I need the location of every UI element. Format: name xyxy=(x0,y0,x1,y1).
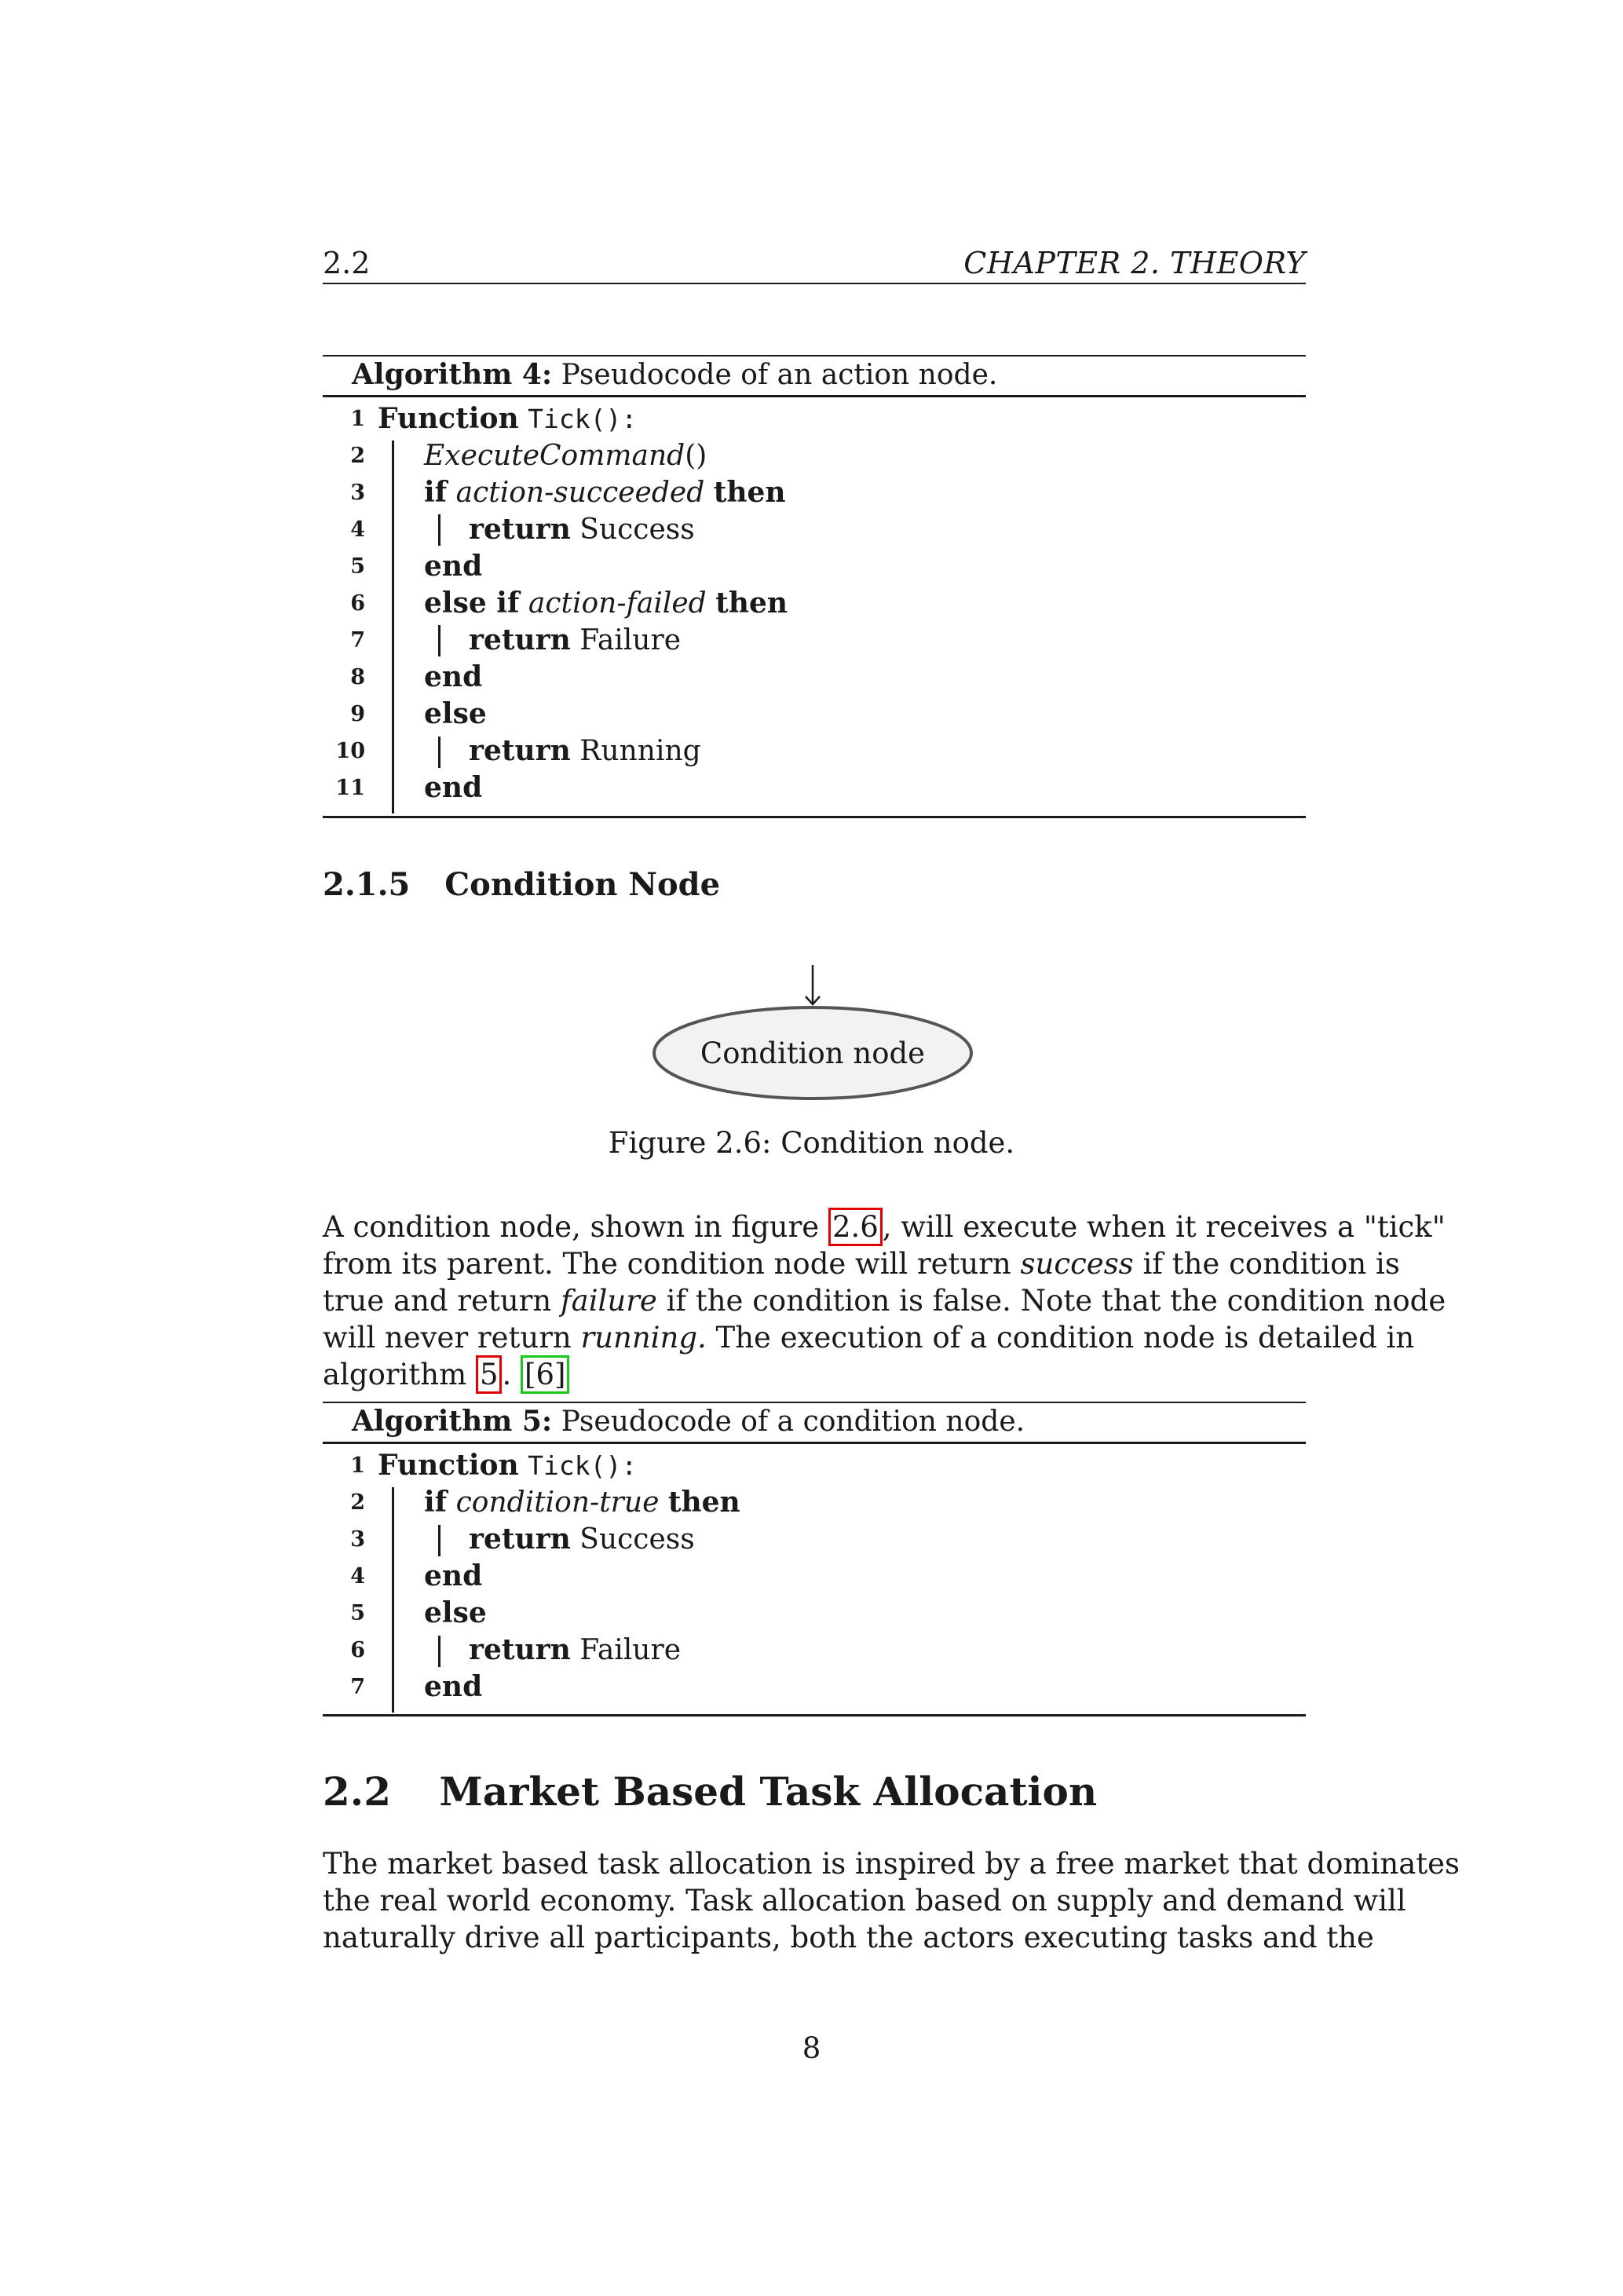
algo4-caption: Pseudocode of an action node. xyxy=(561,359,998,391)
keyword-end: end xyxy=(424,1670,483,1703)
algo5-label: Algorithm 5: xyxy=(352,1405,553,1438)
keyword-then: then xyxy=(667,1486,740,1519)
figure-2-6-diagram xyxy=(644,962,981,1103)
keyword-then: then xyxy=(715,587,788,620)
text-run: if the condition is false. Note that the condition node xyxy=(666,1284,1446,1318)
line-number: 2 xyxy=(350,1490,365,1515)
command-call: ExecuteCommand xyxy=(424,440,685,472)
line-number: 2 xyxy=(350,444,365,468)
text-run: will never return xyxy=(323,1321,572,1355)
algorithm-ref-link[interactable]: 5 xyxy=(476,1355,503,1394)
paragraph-line xyxy=(323,1208,1446,1245)
algo5-top-rule xyxy=(323,1402,1306,1403)
line-number: 1 xyxy=(350,407,365,431)
text-run: The execution of a condition node is detailed in xyxy=(715,1321,1415,1355)
algo5-bottom-rule xyxy=(323,1714,1306,1717)
return-value: Success xyxy=(579,1523,695,1556)
running-header-chapter: CHAPTER 2. THEORY xyxy=(963,246,1306,280)
line-number: 7 xyxy=(350,628,365,653)
line-number: 8 xyxy=(350,665,365,689)
keyword-end: end xyxy=(424,550,483,583)
section-heading-2-2 xyxy=(323,1768,1097,1815)
condition-text: action-failed xyxy=(528,587,707,620)
condition-text: action-succeeded xyxy=(455,477,705,509)
line-number: 11 xyxy=(335,776,365,800)
figure-2-6-caption: Figure 2.6: Condition node. xyxy=(608,1126,1015,1160)
algo5-title xyxy=(352,1404,1025,1439)
section-number: 2.1.5 xyxy=(323,866,411,903)
keyword-end: end xyxy=(424,771,483,804)
algo4-label: Algorithm 4: xyxy=(352,358,553,391)
algo4-elseif-block-bar xyxy=(438,625,440,656)
keyword-end: end xyxy=(424,660,483,693)
paragraph-market-allocation xyxy=(323,1845,1460,1956)
return-value: Success xyxy=(579,514,695,546)
return-value: Failure xyxy=(579,624,682,656)
algo4-mid-rule xyxy=(323,395,1306,397)
algo4-bottom-rule xyxy=(323,816,1306,818)
return-value: Failure xyxy=(579,1634,682,1666)
paragraph-line: The market based task allocation is inspired by a free market that dominates xyxy=(323,1847,1460,1881)
algo4-if-block-bar xyxy=(438,514,440,546)
keyword-else: else xyxy=(424,697,487,730)
line-number: 9 xyxy=(350,702,365,726)
line-number: 3 xyxy=(350,1527,365,1552)
paragraph-line xyxy=(323,1319,1415,1356)
citation-link[interactable]: [6] xyxy=(521,1355,569,1394)
text-run: A condition node, shown in figure xyxy=(323,1210,820,1244)
line-number: 3 xyxy=(350,481,365,505)
line-number: 1 xyxy=(350,1453,365,1478)
paragraph-line xyxy=(323,1282,1446,1319)
keyword-function: Function xyxy=(378,1449,519,1482)
line-number: 4 xyxy=(350,517,365,542)
line-number: 10 xyxy=(335,739,365,763)
keyword-return: return xyxy=(469,1523,571,1556)
line-number: 5 xyxy=(350,554,365,579)
emphasis: success xyxy=(1020,1247,1134,1281)
emphasis: failure xyxy=(560,1284,657,1318)
keyword-return: return xyxy=(469,1633,571,1666)
paragraph-condition-node xyxy=(323,1208,1446,1393)
text-run: algorithm xyxy=(323,1358,467,1391)
section-title: Condition Node xyxy=(444,866,721,903)
function-name: Tick(): xyxy=(528,404,638,434)
keyword-then: then xyxy=(713,476,786,509)
algo5-if-block-bar xyxy=(438,1525,440,1556)
keyword-return: return xyxy=(469,623,571,656)
algo5-function-block-bar xyxy=(392,1487,394,1713)
line-number: 6 xyxy=(350,591,365,616)
return-value: Running xyxy=(579,735,701,767)
text-run: . xyxy=(502,1358,512,1391)
keyword-return: return xyxy=(469,734,571,767)
algo4-else-block-bar xyxy=(438,737,440,768)
keyword-else-if: else if xyxy=(424,587,520,620)
section-heading-2-1-5 xyxy=(323,866,720,904)
algo4-title xyxy=(352,357,997,393)
algo5-else-block-bar xyxy=(438,1636,440,1667)
paragraph-line xyxy=(323,1356,1306,1393)
algo5-mid-rule xyxy=(323,1442,1306,1444)
line-number: 7 xyxy=(350,1675,365,1699)
page-number: 8 xyxy=(802,2031,821,2065)
keyword-if: if xyxy=(424,476,448,509)
keyword-end: end xyxy=(424,1559,483,1592)
keyword-if: if xyxy=(424,1486,448,1519)
text-run: true and return xyxy=(323,1284,552,1318)
keyword-else: else xyxy=(424,1596,487,1629)
text-run: from its parent. The condition node will return xyxy=(323,1247,1011,1281)
header-rule xyxy=(323,283,1306,284)
paragraph-line: naturally drive all participants, both the actors executing tasks and the xyxy=(323,1921,1374,1954)
algo5-caption: Pseudocode of a condition node. xyxy=(561,1406,1025,1438)
text-run: if the condition is xyxy=(1142,1247,1400,1281)
running-header-section: 2.2 xyxy=(323,246,371,280)
figure-ref-link[interactable]: 2.6 xyxy=(828,1208,883,1246)
function-name: Tick(): xyxy=(528,1450,638,1481)
call-parens: () xyxy=(685,440,707,472)
algo4-function-block-bar xyxy=(392,441,394,813)
line-number: 4 xyxy=(350,1564,365,1589)
line-number: 6 xyxy=(350,1638,365,1662)
condition-text: condition-true xyxy=(455,1486,660,1519)
text-run: , will execute when it receives a "tick" xyxy=(882,1210,1446,1244)
paragraph-line: the real world economy. Task allocation based on supply and demand will xyxy=(323,1884,1406,1918)
section-number: 2.2 xyxy=(323,1768,391,1815)
line-number: 5 xyxy=(350,1601,365,1625)
keyword-return: return xyxy=(469,513,571,546)
condition-node-label: Condition node xyxy=(700,1036,926,1070)
emphasis: running. xyxy=(580,1321,707,1355)
paragraph-line xyxy=(323,1245,1400,1282)
keyword-function: Function xyxy=(378,402,519,435)
algo4-top-rule xyxy=(323,355,1306,356)
section-title: Market Based Task Allocation xyxy=(439,1768,1098,1815)
